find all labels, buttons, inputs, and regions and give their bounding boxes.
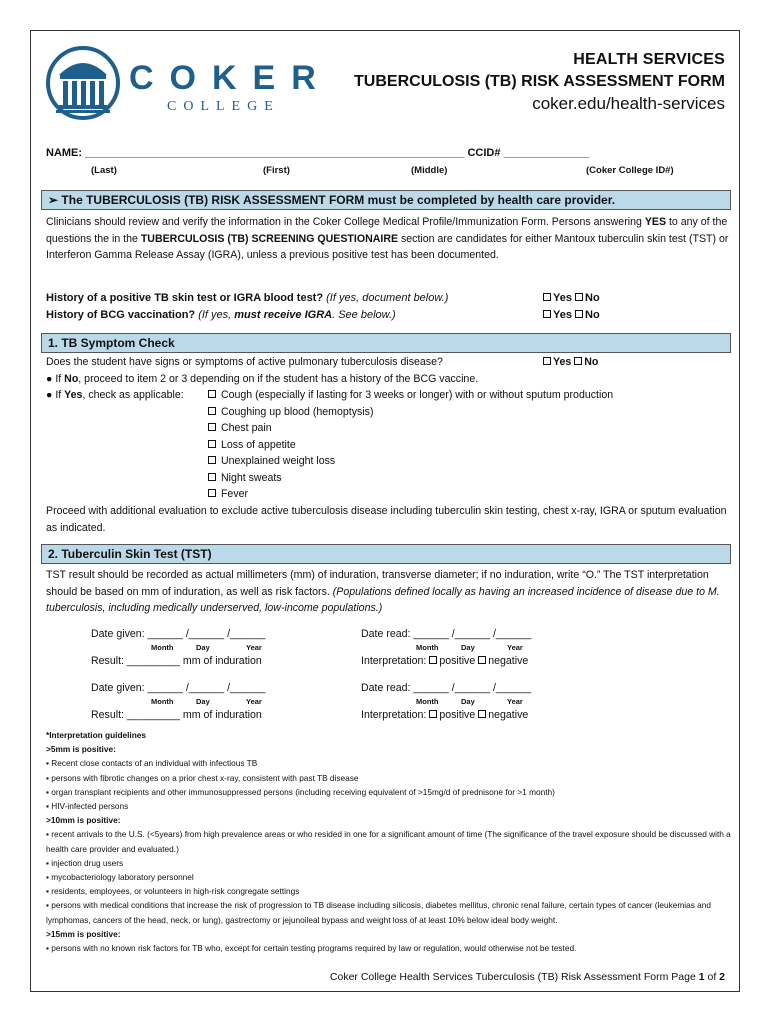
year-label: Year — [507, 643, 523, 652]
symptom-label: Night sweats — [220, 471, 282, 484]
arrow-icon: ➢ — [48, 193, 59, 207]
result-2[interactable]: Result: _________ mm of induration — [91, 709, 262, 721]
guideline-item: ▪ persons with fibrotic changes on a prior chest x-ray, consistent with past TB disease — [46, 772, 359, 783]
symptom-item[interactable] — [208, 420, 613, 437]
day-label: Day — [196, 643, 210, 652]
guideline-item: ▪ mycobacteriology laboratory personnel — [46, 872, 194, 883]
symptom-checkbox[interactable] — [208, 440, 216, 448]
college-sub: COLLEGE — [167, 99, 280, 114]
middle-hint: (Middle) — [411, 165, 448, 176]
interpretation-2 — [361, 707, 528, 723]
day-label: Day — [461, 643, 475, 652]
symptom-checkbox[interactable] — [208, 473, 216, 481]
history-q2-note-c: . See below.) — [332, 309, 396, 321]
history-q2-note-b: must receive IGRA — [234, 309, 333, 321]
symptom-list — [208, 387, 613, 503]
history-q1-note: (If yes, document below.) — [326, 292, 449, 304]
tst-note: (Populations defined locally as having an increased incidence of disease due to M. tuberculosis, including medically underserved, low-income populations.) — [46, 585, 720, 614]
guideline-heading-5mm: >5mm is positive: — [46, 744, 116, 755]
website: coker.edu/health-services — [532, 94, 725, 113]
guideline-item: ▪ organ transplant recipients and other immunosuppressed persons (including receiving equivalent of >15mg/d of prednisone for >1 month) — [46, 786, 555, 797]
guideline-heading-15mm: >15mm is positive: — [46, 928, 121, 939]
footer-page: 1 — [698, 971, 705, 983]
guidelines-title: *Interpretation guidelines — [46, 730, 147, 740]
intro-text-1: Clinicians should review and verify the information in the Coker College Medical Profile/Immunization Form. Persons answering — [46, 216, 645, 228]
guideline-item: ▪ HIV-infected persons — [46, 801, 129, 812]
interp-label: Interpretation: — [361, 709, 427, 721]
section2-header: 2. Tuberculin Skin Test (TST) — [41, 544, 731, 564]
page-footer — [330, 969, 725, 985]
date-read-2[interactable]: Date read: ______ /______ /______ — [361, 682, 532, 694]
symptom-item[interactable] — [208, 404, 613, 421]
q2-yes-checkbox[interactable] — [543, 310, 551, 318]
date-given-2[interactable]: Date given: ______ /______ /______ — [91, 682, 266, 694]
result-1[interactable]: Result: _________ mm of induration — [91, 655, 262, 667]
positive-label: positive — [439, 655, 476, 667]
symptom-yes-label: Yes — [553, 356, 572, 368]
year-label: Year — [246, 643, 262, 652]
intro-text-2: to any of the questions the in the — [46, 216, 728, 245]
negative-checkbox[interactable] — [478, 656, 486, 664]
name-field[interactable]: ______________________________________________________________ — [85, 147, 465, 159]
intro-text-3: section are candidates for either Mantoux tuberculin skin test (TST) or Interferon Gamma Release Assay (IGRA), unless a previous positive test has been documented. — [46, 232, 729, 261]
history-q2-text: History of BCG vaccination? — [46, 309, 196, 321]
coker-logo — [45, 45, 332, 125]
history-q2-options — [543, 307, 600, 323]
guideline-item: ▪ residents, employees, or volunteers in high-risk congregate settings — [46, 886, 300, 897]
q2-no-label: No — [585, 309, 600, 321]
day-label: Day — [196, 697, 210, 706]
if-yes-b: Yes — [64, 389, 83, 401]
interpretation-guidelines — [46, 728, 731, 955]
history-q2-note-a: (If yes, — [198, 309, 235, 321]
month-label: Month — [151, 697, 174, 706]
tst-paragraph — [46, 567, 731, 617]
q1-yes-label: Yes — [553, 292, 572, 304]
first-hint: (First) — [263, 165, 290, 176]
college-name: COKER — [129, 59, 332, 97]
symptom-checkbox[interactable] — [208, 407, 216, 415]
symptom-checkbox[interactable] — [208, 390, 216, 398]
interpretation-1 — [361, 653, 528, 669]
intro-yes: YES — [644, 216, 667, 228]
if-no-b: No — [64, 373, 79, 385]
symptom-checkbox[interactable] — [208, 423, 216, 431]
name-label: NAME: — [46, 147, 83, 159]
if-yes-c: , check as applicable: — [82, 389, 184, 401]
date-read-1[interactable]: Date read: ______ /______ /______ — [361, 628, 532, 640]
required-banner — [41, 190, 731, 210]
q2-no-checkbox[interactable] — [575, 310, 583, 318]
history-q2 — [46, 307, 396, 323]
symptom-checkbox[interactable] — [208, 489, 216, 497]
if-yes-a: ● If — [46, 389, 65, 401]
guideline-heading-10mm: >10mm is positive: — [46, 815, 121, 826]
negative-label: negative — [488, 655, 529, 667]
guideline-item: ▪ persons with medical conditions that increase the risk of progression to TB disease including silicosis, diabetes mellitus, chronic renal failure, certain types of cancer (leukemias and lymphomas, cancers of the head, neck, or lung), gastrectomy or jejunoileal bypass and weight loss of at least 10% below ideal body weight. — [46, 900, 712, 925]
symptom-no-checkbox[interactable] — [574, 357, 582, 365]
if-yes-line — [46, 387, 184, 403]
proceed-paragraph: Proceed with additional evaluation to exclude active tuberculosis disease including tuberculin skin testing, chest x-ray, IGRA or sputum evaluation as indicated. — [46, 505, 727, 534]
section1-header: 1. TB Symptom Check — [41, 333, 731, 353]
history-q1-text: History of a positive TB skin test or IGRA blood test? — [46, 292, 324, 304]
history-q1-options — [543, 290, 600, 306]
symptom-question: Does the student have signs or symptoms of active pulmonary tuberculosis disease? — [46, 356, 443, 368]
dept-title: HEALTH SERVICES — [573, 51, 725, 68]
symptom-yes-checkbox[interactable] — [543, 357, 551, 365]
positive-label: positive — [439, 709, 476, 721]
history-q1 — [46, 290, 448, 306]
symptom-label: Cough (especially if lasting for 3 weeks or longer) with or without sputum production — [220, 389, 614, 401]
symptom-label: Chest pain — [220, 422, 272, 434]
name-row — [46, 145, 589, 161]
date-given-1[interactable]: Date given: ______ /______ /______ — [91, 628, 266, 640]
symptom-label: Unexplained weight loss — [220, 455, 336, 467]
month-label: Month — [416, 643, 439, 652]
guideline-item: ▪ injection drug users — [46, 857, 124, 868]
guideline-item: ▪ persons with no known risk factors for TB who, except for certain testing programs required by law or regulation, would otherwise not be tested. — [46, 943, 577, 954]
q1-no-label: No — [585, 292, 600, 304]
form-title: TUBERCULOSIS (TB) RISK ASSESSMENT FORM — [354, 73, 725, 90]
guideline-item: ▪ recent arrivals to the U.S. (<5years) from high prevalence areas or who resided in one for a significant amount of time (The significance of the travel exposure should be discussed with a health care provider and evaluated.) — [46, 829, 731, 854]
symptom-label: Fever — [220, 488, 249, 500]
if-no-c: , proceed to item 2 or 3 depending on if the student has a history of the BCG vaccine. — [78, 373, 479, 385]
symptom-label: Coughing up blood (hemoptysis) — [220, 405, 374, 418]
interp-label: Interpretation: — [361, 655, 427, 667]
symptom-item[interactable] — [208, 437, 613, 454]
ccid-hint: (Coker College ID#) — [586, 165, 674, 176]
q2-yes-label: Yes — [553, 309, 572, 321]
intro-screening: TUBERCULOSIS (TB) SCREENING QUESTIONAIRE — [140, 232, 399, 245]
if-no-line — [46, 371, 478, 387]
positive-checkbox[interactable] — [429, 656, 437, 664]
year-label: Year — [246, 697, 262, 706]
month-label: Month — [151, 643, 174, 652]
last-hint: (Last) — [91, 165, 117, 176]
month-label: Month — [416, 697, 439, 706]
intro-paragraph — [46, 214, 731, 264]
banner-text: The TUBERCULOSIS (TB) RISK ASSESSMENT FORM must be completed by health care provider. — [61, 193, 616, 207]
header-titles — [354, 51, 725, 114]
q1-no-checkbox[interactable] — [575, 293, 583, 301]
symptom-item[interactable] — [208, 387, 613, 404]
day-label: Day — [461, 697, 475, 706]
symptom-item[interactable] — [208, 453, 613, 470]
footer-of: of — [704, 971, 720, 983]
if-no-a: ● If — [46, 373, 65, 385]
footer-text: Coker College Health Services Tuberculosis (TB) Risk Assessment Form Page — [329, 971, 699, 983]
symptom-item[interactable] — [208, 470, 613, 487]
symptom-no-label: No — [584, 356, 599, 368]
negative-checkbox[interactable] — [478, 710, 486, 718]
symptom-item[interactable] — [208, 486, 613, 503]
positive-checkbox[interactable] — [429, 710, 437, 718]
form-page — [30, 30, 740, 992]
ccid-field[interactable]: ______________ — [503, 147, 590, 159]
symptom-label: Loss of appetite — [220, 438, 296, 451]
symptom-options — [543, 354, 598, 370]
negative-label: negative — [488, 709, 529, 721]
tst-text: TST result should be recorded as actual millimeters (mm) of induration, transverse diameter; if no induration, write “O.” The TST interpretation should be based on mm of induration, as well as risk factors. — [46, 569, 709, 598]
q1-yes-checkbox[interactable] — [543, 293, 551, 301]
year-label: Year — [507, 697, 523, 706]
ccid-label: CCID# — [467, 147, 501, 159]
guideline-item: ▪ Recent close contacts of an individual with infectious TB — [46, 758, 258, 769]
footer-total: 2 — [719, 971, 725, 983]
symptom-checkbox[interactable] — [208, 456, 216, 464]
